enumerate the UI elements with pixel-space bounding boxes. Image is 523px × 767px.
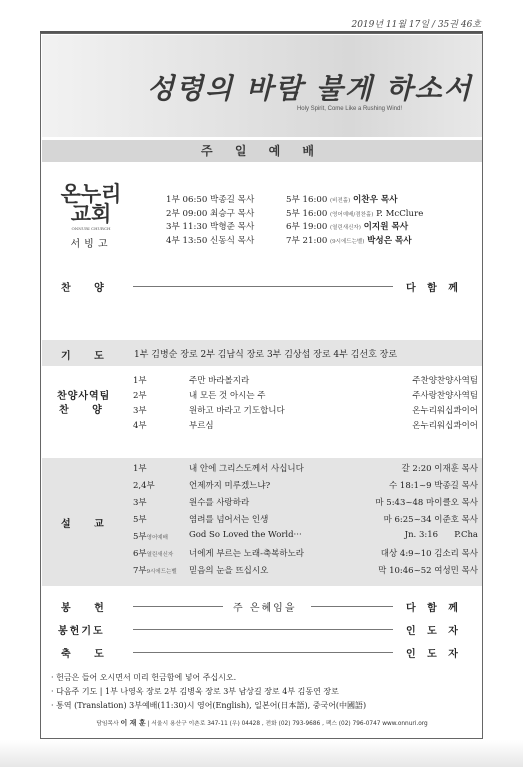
choir-row: 2부 내 모든 것 아시는 주 주사랑찬양사역팀 (133, 391, 478, 401)
footer-role: 담임목사 (96, 721, 119, 727)
choir-row: 1부 주만 바라볼지라 주찬양찬양사역팀 (133, 376, 478, 386)
footer-address: | 서울시 용산구 이촌로 347-11 (우) 04428 , 전화 (02) 793-9686 , 팩스 (02) 796-0747 www.onnuri.org (147, 721, 428, 727)
choir-row: 3부 원하고 바라고 기도합니다 온누리워십콰이어 (133, 406, 478, 416)
sermon-row: 6부열린새신자 너에게 부르는 노래-축복하노라 대상 4:9~10 김소리 목사 (133, 549, 478, 559)
prayer-row (42, 340, 482, 366)
choir-label: 찬양사역팀 (57, 391, 111, 402)
offering-prayer-label: 봉헌기도 (58, 626, 105, 637)
service-row: 4부 13:50 신동식 목사 (166, 235, 255, 246)
service-row: 3부 11:30 박형준 목사 (166, 222, 255, 233)
page-bottom-shadow (0, 740, 523, 767)
banner-subtitle: Holy Spirit, Come Like a Rushing Wind! (296, 106, 402, 112)
offering-label: 봉 헌 (61, 603, 114, 614)
service-row: 5부 16:00 (비전홀) 이찬우 목사 (286, 195, 398, 205)
offering-prayer-leader: 인 도 자 (406, 626, 462, 637)
blessing-leader: 인 도 자 (406, 649, 462, 660)
offering-line-left (133, 606, 223, 607)
praise-leader: 다 함 께 (406, 283, 462, 294)
issue-date: 2019년 11월 17일 / 35권 46호 (351, 20, 481, 30)
choir-table (133, 374, 478, 434)
offering-hymn: 주 은혜임을 (233, 603, 297, 614)
offering-prayer-line (133, 629, 393, 630)
sermon-table (133, 462, 478, 581)
notice-item: · 헌금은 들어 오시면서 미리 헌금함에 넣어 주십시오. (51, 673, 237, 682)
footer-pastor: 이 재 훈 (120, 719, 146, 727)
logo-small-text: ONNURI CHURCH (71, 226, 111, 231)
church-logo (56, 184, 126, 250)
service-row: 5부 16:00 (영어예배/겸찬홀) P. McClure (286, 208, 424, 219)
logo-line2: 교회 (70, 202, 112, 226)
service-row: 1부 06:50 박종길 목사 (166, 195, 255, 205)
blessing-label: 축 도 (61, 649, 114, 660)
service-row: 6부 19:00 (열린새신자) 이지원 목사 (286, 222, 409, 233)
choir-label-2: 찬 양 (59, 405, 112, 416)
choir-row: 4부 부르심 온누리워십콰이어 (133, 421, 478, 431)
sermon-row: 5부 염려를 넘어서는 인생 마 6:25~34 이준호 목사 (133, 515, 478, 525)
sermon-row: 1부 내 안에 그리스도께서 사십니다 갈 2:20 이재훈 목사 (133, 464, 478, 474)
service-row: 7부 21:00 (9시에드는벨) 박성은 목사 (286, 235, 412, 246)
offering-line-right (311, 606, 393, 607)
banner (42, 35, 482, 137)
notice-item: · 다음주 기도 | 1부 나영옥 장로 2부 김병욱 장로 3부 남상길 장로 4부 김동연 장로 (51, 687, 339, 696)
blessing-line (133, 652, 393, 653)
notice-item: · 통역 (Translation) 3부예배(11:30)시 영어(English), 일본어(日本語), 중국어(中國語) (51, 701, 367, 710)
service-row: 2부 09:00 최승구 목사 (166, 208, 255, 219)
sermon-row: 5부영어예배 God So Loved the World··· Jn. 3:16 P.Cha (133, 530, 478, 542)
banner-title: 성령의 바람 불게 하소서 (147, 72, 473, 105)
praise-line (133, 286, 393, 287)
prayer-label: 기 도 (61, 351, 114, 362)
sermon-row: 2,4부 언제까지 미루겠느냐? 수 18:1~9 박종길 목사 (133, 481, 478, 491)
services-right (286, 194, 423, 248)
bulletin-frame (40, 33, 483, 739)
logo-line1: 온누리 (60, 182, 122, 206)
sermon-row: 7부9시에드는벨 믿음의 눈을 뜨십시오 막 10:46~52 여성민 목사 (133, 566, 478, 576)
sermon-row: 3부 원수를 사랑하라 마 5:43~48 마이클오 목사 (133, 498, 478, 508)
offering-leader: 다 함 께 (406, 603, 462, 614)
sermon-section (42, 458, 482, 586)
prayer-text: 1부 김병순 장로 2부 김남식 장로 3부 김상섭 장로 4부 김선호 장로 (134, 350, 398, 360)
sermon-label: 설 교 (61, 519, 114, 530)
section-title: 주 일 예 배 (42, 140, 482, 162)
services-left (166, 194, 254, 248)
church-location: 서빙고 (70, 239, 112, 250)
footer (42, 718, 482, 728)
praise-label: 찬 양 (61, 283, 114, 294)
